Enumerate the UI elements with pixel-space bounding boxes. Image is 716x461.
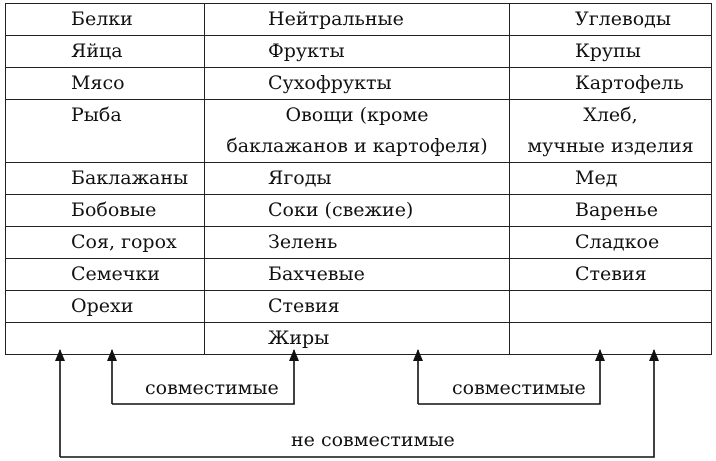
cell-neutral: Жиры [205,323,510,355]
cell-carbs: Крупы [510,36,712,68]
header-neutral: Нейтральные [205,4,510,36]
table-row [6,100,712,163]
cell-line: Хлеб, [583,104,638,126]
table-row [6,323,712,355]
cell-line: Овощи (кроме [285,104,429,126]
header-carbs: Углеводы [510,4,712,36]
cell-proteins: Мясо [6,68,205,100]
table-row [6,195,712,227]
food-compatibility-table [5,3,712,355]
cell-carbs [510,100,712,163]
cell-neutral: Соки (свежие) [205,195,510,227]
cell-carbs: Мед [510,163,712,195]
cell-proteins [6,323,205,355]
cell-neutral [205,100,510,163]
table-row [6,227,712,259]
table-row [6,163,712,195]
table-row [6,68,712,100]
cell-neutral: Стевия [205,291,510,323]
cell-carbs: Стевия [510,259,712,291]
header-proteins: Белки [6,4,205,36]
table-row [6,36,712,68]
cell-proteins: Рыба [6,100,205,163]
cell-proteins: Бобовые [6,195,205,227]
cell-carbs [510,323,712,355]
table-header-row [6,4,712,36]
cell-neutral: Бахчевые [205,259,510,291]
cell-carbs: Картофель [510,68,712,100]
cell-carbs: Сладкое [510,227,712,259]
label-neutral-carbs: совместимые [452,377,586,399]
cell-neutral: Ягоды [205,163,510,195]
cell-carbs [510,291,712,323]
cell-neutral: Сухофрукты [205,68,510,100]
cell-proteins: Семечки [6,259,205,291]
label-proteins-neutral: совместимые [145,377,279,399]
label-proteins-carbs: не совместимые [291,429,455,451]
cell-proteins: Соя, горох [6,227,205,259]
cell-proteins: Баклажаны [6,163,205,195]
cell-line: мучные изделия [527,135,694,157]
cell-neutral: Зелень [205,227,510,259]
table-row [6,259,712,291]
cell-line: баклажанов и картофеля) [226,135,488,157]
cell-carbs: Варенье [510,195,712,227]
cell-proteins: Яйца [6,36,205,68]
table-row [6,291,712,323]
cell-proteins: Орехи [6,291,205,323]
cell-neutral: Фрукты [205,36,510,68]
